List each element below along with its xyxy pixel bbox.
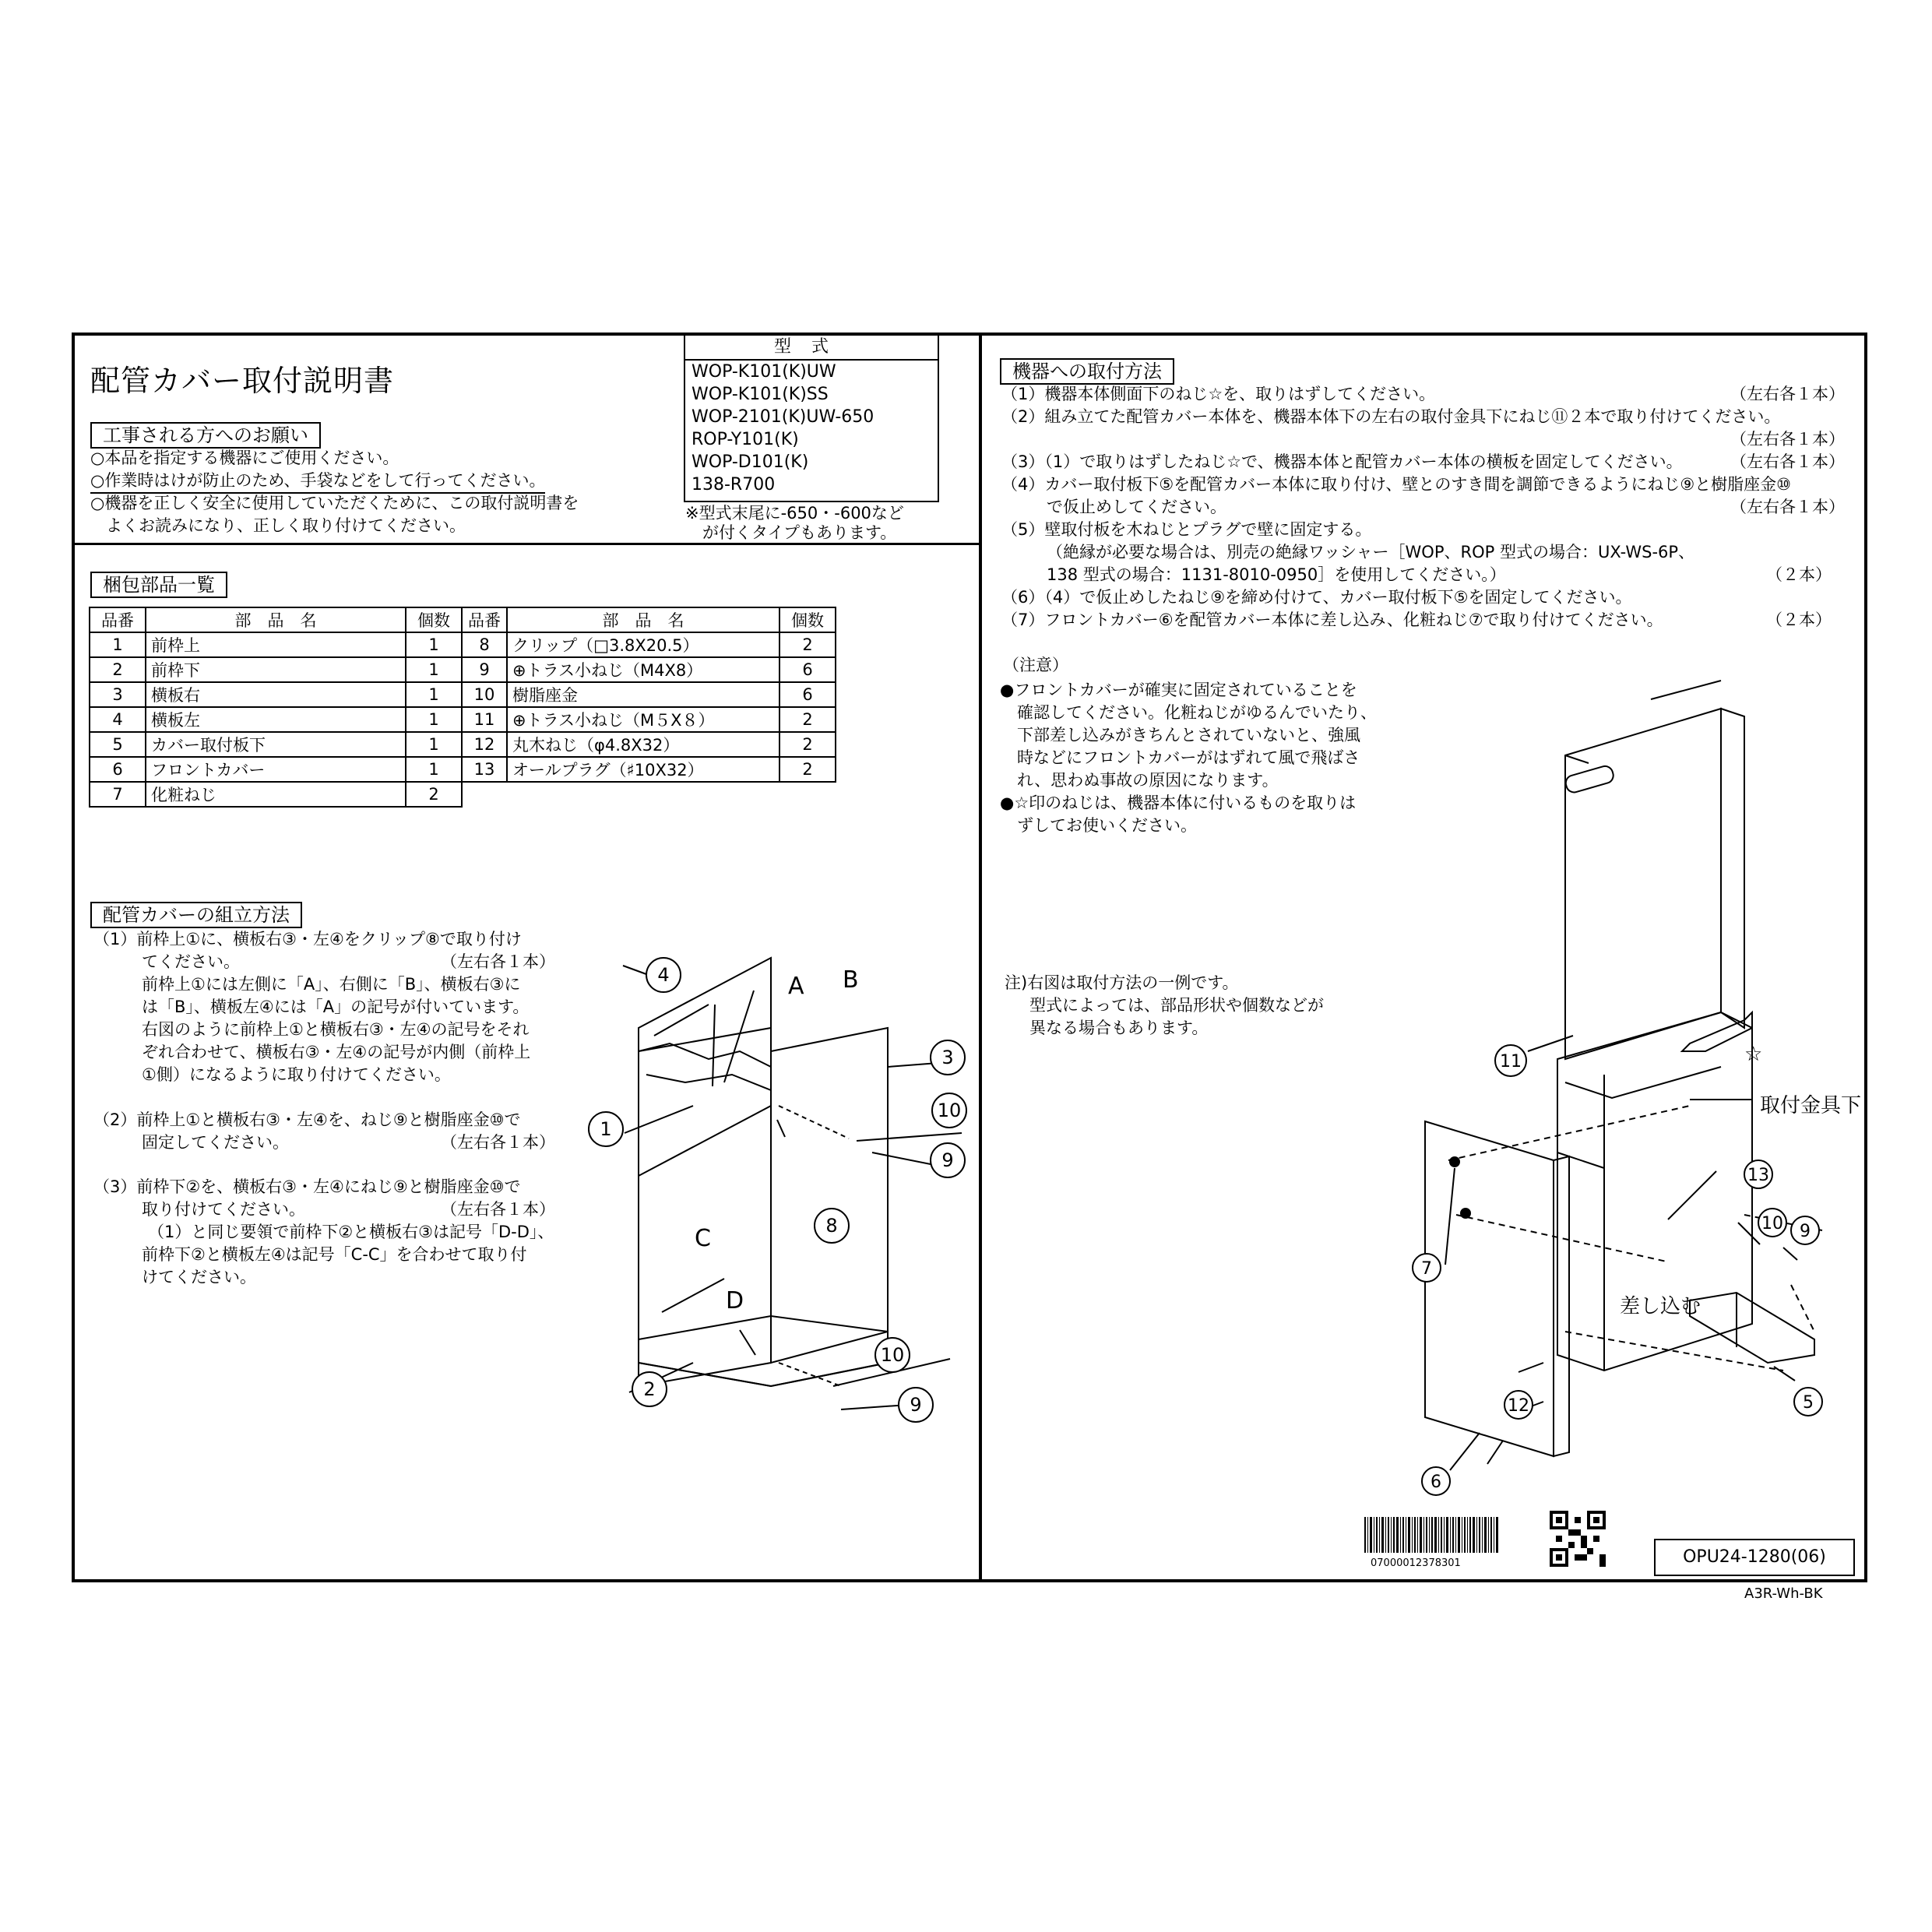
- empty-cell: [462, 782, 507, 807]
- install-qty: （２本）: [1766, 565, 1832, 584]
- side-panel-right-shape: [771, 1028, 888, 1363]
- heater-body-shape: [1565, 709, 1721, 1059]
- decorative-screw: [1449, 1156, 1460, 1167]
- part-name: ⊕トラス小ねじ（M4X8）: [507, 657, 779, 682]
- document-code: OPU24-1280(06): [1654, 1539, 1855, 1576]
- assembly-diagram: [576, 927, 981, 1456]
- assembly-step: 前枠上①には左側に「A」、右側に「B」、横板右③に: [142, 975, 521, 994]
- part-number: 6: [90, 757, 146, 782]
- barcode-number: 07000012378301: [1371, 1557, 1461, 1569]
- part-qty: 1: [406, 732, 462, 757]
- parts-label: 梱包部品一覧: [90, 572, 227, 598]
- part-number: 5: [90, 732, 146, 757]
- part-name: カバー取付板下: [146, 732, 406, 757]
- install-line: （1）機器本体側面下のねじ☆を、取りはずしてください。: [1001, 385, 1436, 403]
- balloon-label: 6: [1431, 1473, 1441, 1492]
- model-item: ROP-Y101(K): [692, 430, 799, 449]
- col-name: 部 品 名: [146, 607, 406, 632]
- part-qty: 1: [406, 757, 462, 782]
- part-name: 丸木ねじ（φ4.8X32）: [507, 732, 779, 757]
- request-heading: [90, 422, 321, 449]
- request-line: ○機器を正しく安全に使用していただくために、この取付説明書を: [90, 494, 579, 512]
- part-qty: 2: [779, 707, 836, 732]
- parts-header-row: [90, 607, 836, 632]
- part-qty: 1: [406, 657, 462, 682]
- col-qty: 個数: [406, 607, 462, 632]
- balloon-label: 3: [941, 1047, 954, 1068]
- table-row: [90, 757, 836, 782]
- part-name: オールプラグ（♯10X32）: [507, 757, 779, 782]
- marker-d: D: [726, 1287, 744, 1314]
- assembly-step: （1）前枠上①に、横板右③・左④をクリップ⑧で取り付け: [93, 930, 522, 948]
- install-line: （5）壁取付板を木ねじとプラグで壁に固定する。: [1001, 520, 1372, 539]
- part-qty: 2: [406, 782, 462, 807]
- balloon-label: 9: [941, 1149, 954, 1171]
- install-line: （7）フロントカバー⑥を配管カバー本体に差し込み、化粧ねじ⑦で取り付けてください。: [1001, 611, 1663, 629]
- assembly-step: （1）と同じ要領で前枠下②と横板右③は記号「D-D」、: [148, 1223, 554, 1241]
- balloon-label: 9: [910, 1394, 922, 1416]
- caution-line: ●フロントカバーが確実に固定されていることを: [1000, 681, 1357, 699]
- part-number: 7: [90, 782, 146, 807]
- request-line: よくお読みになり、正しく取り付けてください。: [106, 516, 466, 535]
- example-note: 型式によっては、部品形状や個数などが: [1029, 996, 1324, 1015]
- part-name: 樹脂座金: [507, 682, 779, 707]
- model-note: ※型式末尾に-650・-600など: [685, 504, 904, 523]
- barcode: [1364, 1517, 1504, 1559]
- assembly-step: 固定してください。: [142, 1133, 289, 1152]
- insert-label: 差し込む: [1620, 1295, 1701, 1318]
- empty-cell: [507, 782, 779, 807]
- table-row: [90, 707, 836, 732]
- install-line: 138 型式の場合：1131-8010-0950］を使用してください。）: [1047, 565, 1506, 584]
- part-number: 8: [462, 632, 507, 657]
- balloon-label: 12: [1508, 1396, 1529, 1416]
- install-qty: （左右各１本）: [1730, 452, 1845, 471]
- caution-line: ●☆印のねじは、機器本体に付いるものを取りは: [1000, 794, 1357, 812]
- request-label: 工事される方へのお願い: [90, 422, 321, 449]
- col-number: 品番: [90, 607, 146, 632]
- model-note: が付くタイプもあります。: [702, 523, 897, 542]
- install-line: で仮止めしてください。: [1047, 498, 1226, 516]
- part-number: 1: [90, 632, 146, 657]
- table-row: [90, 732, 836, 757]
- model-item: 138-R700: [692, 475, 776, 494]
- assembly-step: ぞれ合わせて、横板右③・左④の記号が内側（前枠上: [142, 1043, 531, 1061]
- balloon-label: 10: [880, 1344, 905, 1366]
- part-name: 横板右: [146, 682, 406, 707]
- assembly-heading: [90, 902, 302, 928]
- balloon-label: 2: [643, 1378, 656, 1400]
- caution-line: 下部差し込みがきちんとされていないと、強風: [1017, 726, 1360, 744]
- model-item: WOP-2101(K)UW-650: [692, 407, 875, 427]
- install-line: （3）（1）で取りはずしたねじ☆で、機器本体と配管カバー本体の横板を固定してください。: [1001, 452, 1683, 471]
- star-marker: ☆: [1744, 1043, 1763, 1066]
- install-qty: （左右各１本）: [1730, 385, 1845, 403]
- col-number: 品番: [462, 607, 507, 632]
- part-name: 化粧ねじ: [146, 782, 406, 807]
- balloon-label: 10: [1761, 1214, 1783, 1233]
- install-line: （4）カバー取付板下⑤を配管カバー本体に取り付け、壁とのすき間を調節できるようにねじ⑨と樹脂座金⑩: [1001, 475, 1791, 494]
- front-cover-shape: [1425, 1121, 1554, 1456]
- part-qty: 6: [779, 657, 836, 682]
- assembly-step: （左右各１本）: [441, 1133, 555, 1152]
- installation-diagram: [1378, 685, 1862, 1492]
- part-number: 12: [462, 732, 507, 757]
- table-row: [90, 632, 836, 657]
- install-line: （絶縁が必要な場合は、別売の絶縁ワッシャー［WOP、ROP 型式の場合：UX-WS-6P、: [1047, 543, 1695, 561]
- part-qty: 1: [406, 632, 462, 657]
- part-name: 横板左: [146, 707, 406, 732]
- install-line: （2）組み立てた配管カバー本体を、機器本体下の左右の取付金具下にねじ⑪２本で取り付けてください。: [1001, 407, 1781, 426]
- balloon-label: 8: [825, 1215, 838, 1237]
- decorative-screw: [1460, 1208, 1471, 1219]
- empty-cell: [779, 782, 836, 807]
- part-number: 13: [462, 757, 507, 782]
- marker-b: B: [843, 966, 859, 994]
- assembly-step: （左右各１本）: [441, 952, 555, 971]
- install-qty: （左右各１本）: [1730, 498, 1845, 516]
- assembly-step: 取り付けてください。: [142, 1200, 305, 1219]
- caution-line: ずしてお使いください。: [1017, 816, 1197, 835]
- assembly-step: （3）前枠下②を、横板右③・左④にねじ⑨と樹脂座金⑩で: [93, 1177, 521, 1196]
- col-qty: 個数: [779, 607, 836, 632]
- install-line: （6）（4）で仮止めしたねじ⑨を締め付けて、カバー取付板下⑤を固定してください。: [1001, 588, 1632, 607]
- model-table-header: 型式: [685, 336, 938, 361]
- install-qty: （左右各１本）: [1730, 430, 1845, 449]
- table-row: [90, 682, 836, 707]
- caution-line: 時などにフロントカバーがはずれて風で飛ばさ: [1017, 748, 1360, 767]
- caution-head: （注意）: [1003, 656, 1068, 674]
- table-row: [90, 657, 836, 682]
- balloon-label: 13: [1747, 1166, 1769, 1185]
- caution-line: れ、思わぬ事故の原因になります。: [1017, 771, 1279, 790]
- part-qty: 2: [779, 757, 836, 782]
- balloon-label: 10: [937, 1100, 962, 1121]
- parts-heading: [90, 572, 227, 598]
- balloon-label: 9: [1800, 1222, 1811, 1241]
- parts-table: [89, 607, 836, 808]
- part-name: 前枠上: [146, 632, 406, 657]
- part-number: 2: [90, 657, 146, 682]
- marker-a: A: [788, 973, 804, 1000]
- request-line: ○作業時はけが防止のため、手袋などをして行ってください。: [90, 470, 545, 494]
- model-item: WOP-D101(K): [692, 452, 809, 472]
- install-heading: [1000, 358, 1174, 385]
- assembly-label: 配管カバーの組立方法: [90, 902, 302, 928]
- example-note: 異なる場合もあります。: [1029, 1019, 1209, 1037]
- part-number: 3: [90, 682, 146, 707]
- table-row: [90, 782, 836, 807]
- part-name: ⊕トラス小ねじ（M５X８）: [507, 707, 779, 732]
- part-qty: 6: [779, 682, 836, 707]
- model-table: [684, 336, 939, 502]
- part-name: 前枠下: [146, 657, 406, 682]
- part-name: フロントカバー: [146, 757, 406, 782]
- balloon-label: 1: [600, 1118, 612, 1140]
- model-item: WOP-K101(K)SS: [692, 385, 829, 404]
- assembly-step: 前枠下②と横板左④は記号「C-C」を合わせて取り付: [142, 1245, 527, 1264]
- assembly-step: ①側）になるように取り付けてください。: [142, 1065, 451, 1084]
- install-label: 機器への取付方法: [1000, 358, 1174, 385]
- assembly-step: てください。: [142, 952, 240, 971]
- part-qty: 1: [406, 682, 462, 707]
- assembly-step: は「B」、横板左④には「A」の記号が付いています。: [142, 998, 530, 1016]
- part-number: 11: [462, 707, 507, 732]
- part-name: クリップ（□3.8X20.5）: [507, 632, 779, 657]
- assembly-step: （2）前枠上①と横板右③・左④を、ねじ⑨と樹脂座金⑩で: [93, 1110, 521, 1129]
- balloon-label: 7: [1421, 1259, 1432, 1279]
- balloon-label: 4: [657, 964, 670, 986]
- caution-line: 確認してください。化粧ねじがゆるんでいたり、: [1017, 703, 1377, 722]
- balloon-label: 5: [1803, 1393, 1814, 1413]
- example-note: 注)右図は取付方法の一例です。: [1005, 973, 1239, 992]
- qr-code: [1550, 1511, 1606, 1567]
- marker-c: C: [695, 1225, 711, 1252]
- bracket-label: 取付金具下: [1760, 1094, 1862, 1117]
- assembly-step: 右図のように前枠上①と横板右③・左④の記号をそれ: [142, 1020, 530, 1039]
- request-line: ○本品を指定する機器にご使用ください。: [90, 449, 399, 467]
- part-number: 4: [90, 707, 146, 732]
- col-name: 部 品 名: [507, 607, 779, 632]
- model-item: WOP-K101(K)UW: [692, 362, 836, 382]
- part-qty: 2: [779, 632, 836, 657]
- balloon-label: 11: [1500, 1052, 1522, 1072]
- print-code: A3R-Wh-BK: [1744, 1585, 1823, 1602]
- part-number: 9: [462, 657, 507, 682]
- install-qty: （２本）: [1766, 611, 1832, 629]
- part-qty: 2: [779, 732, 836, 757]
- assembly-step: （左右各１本）: [441, 1200, 555, 1219]
- model-list: [685, 361, 938, 496]
- page-title: 配管カバー取付説明書: [90, 364, 395, 398]
- part-qty: 1: [406, 707, 462, 732]
- assembly-step: けてください。: [142, 1268, 256, 1286]
- part-number: 10: [462, 682, 507, 707]
